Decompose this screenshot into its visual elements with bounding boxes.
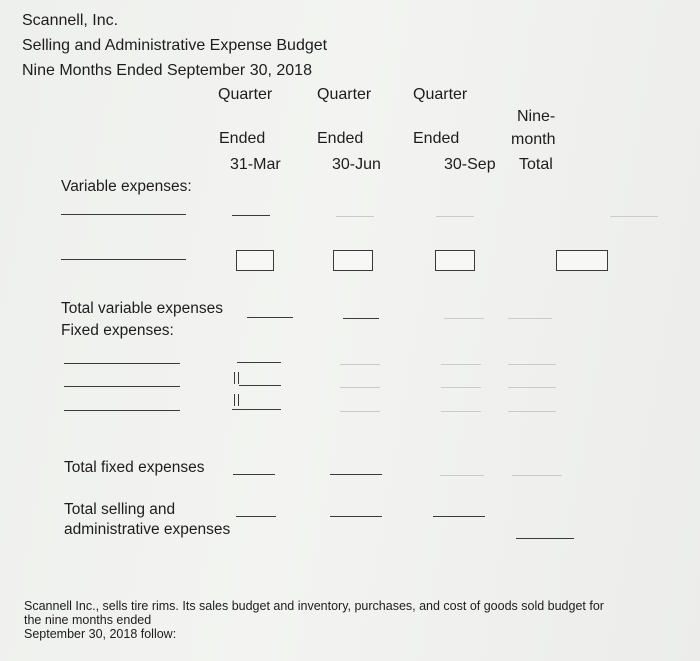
- q2-total-variable-field[interactable]: [343, 318, 379, 319]
- footer-line-3: September 30, 2018 follow:: [24, 627, 177, 641]
- fixed-expenses-label: Fixed expenses:: [61, 322, 174, 339]
- total-sa-label-line2: administrative expenses: [64, 521, 231, 538]
- q1-fixed-amount-field-3[interactable]: [232, 409, 281, 410]
- q1-fixed-tick-3: [234, 394, 235, 406]
- q3-header-line1: Quarter: [413, 86, 468, 103]
- q3-fixed-amount-field-2[interactable]: [441, 387, 481, 388]
- total-variable-amount-input-2[interactable]: [556, 250, 608, 271]
- variable-expense-name-field-2[interactable]: [61, 259, 186, 260]
- fixed-expense-name-field-1[interactable]: [64, 363, 180, 364]
- fixed-expense-name-field-2[interactable]: [64, 386, 180, 387]
- total-sa-label-line1: Total selling and: [64, 501, 176, 518]
- total-header-line3: Total: [519, 156, 553, 173]
- q3-total-fixed-field[interactable]: [440, 475, 484, 476]
- variable-expense-name-field-1[interactable]: [61, 214, 186, 215]
- q2-variable-amount-field-1[interactable]: [336, 216, 374, 217]
- report-title: Selling and Administrative Expense Budget: [22, 37, 328, 54]
- total-fixed-expenses-label: Total fixed expenses: [64, 459, 205, 476]
- q2-total-fixed-field[interactable]: [330, 474, 382, 475]
- total-fixed-amount-field-2[interactable]: [508, 387, 556, 388]
- variable-expenses-label: Variable expenses:: [61, 178, 192, 195]
- q1-header-line1: Quarter: [218, 86, 273, 103]
- q1-fixed-amount-field-2[interactable]: [239, 385, 281, 386]
- q1-header-line3: 31-Mar: [230, 156, 281, 173]
- total-fixed-amount-field-1[interactable]: [508, 364, 556, 365]
- q1-total-fixed-field[interactable]: [233, 474, 275, 475]
- fixed-expense-name-field-3[interactable]: [64, 410, 180, 411]
- q2-fixed-amount-field-2[interactable]: [340, 387, 380, 388]
- q3-variable-amount-input-2[interactable]: [435, 250, 475, 271]
- footer-line-2: the nine months ended: [24, 613, 152, 627]
- q1-fixed-tick-4: [238, 394, 239, 406]
- q1-fixed-tick-1: [234, 372, 235, 384]
- total-variable-amount-field-1[interactable]: [610, 216, 658, 217]
- q3-header-line3: 30-Sep: [444, 156, 496, 173]
- q1-fixed-tick-2: [238, 372, 239, 384]
- q2-total-sa-field[interactable]: [330, 516, 382, 517]
- q1-total-sa-field[interactable]: [236, 516, 276, 517]
- total-total-sa-field[interactable]: [516, 538, 574, 539]
- q3-fixed-amount-field-1[interactable]: [441, 364, 481, 365]
- q3-header-line2: Ended: [413, 130, 460, 147]
- q3-variable-amount-field-1[interactable]: [436, 216, 474, 217]
- q2-header-line3: 30-Jun: [332, 156, 381, 173]
- q1-fixed-amount-field-1[interactable]: [237, 362, 281, 363]
- q1-variable-amount-field-1[interactable]: [232, 215, 270, 216]
- total-total-variable-field[interactable]: [508, 318, 552, 319]
- q2-header-line2: Ended: [317, 130, 364, 147]
- total-header-line2: month: [511, 131, 556, 148]
- footer-note: [24, 599, 694, 641]
- q1-variable-amount-input-2[interactable]: [236, 250, 274, 271]
- q3-fixed-amount-field-3[interactable]: [441, 411, 481, 412]
- q3-total-variable-field[interactable]: [444, 318, 484, 319]
- q2-header-line1: Quarter: [317, 86, 372, 103]
- total-total-fixed-field[interactable]: [512, 475, 562, 476]
- total-variable-expenses-label: Total variable expenses: [61, 300, 223, 317]
- q2-fixed-amount-field-3[interactable]: [340, 411, 380, 412]
- q2-fixed-amount-field-1[interactable]: [340, 364, 380, 365]
- q1-total-variable-field[interactable]: [247, 317, 293, 318]
- footer-line-1: Scannell Inc., sells tire rims. Its sales budget and inventory, purchases, and cost of goods sold budget for: [24, 599, 604, 613]
- q3-total-sa-field[interactable]: [433, 516, 485, 517]
- total-header-line1: Nine-: [517, 108, 556, 125]
- company-name: Scannell, Inc.: [22, 12, 119, 29]
- total-fixed-amount-field-3[interactable]: [508, 411, 556, 412]
- q1-header-line2: Ended: [219, 130, 266, 147]
- report-period: Nine Months Ended September 30, 2018: [22, 62, 312, 79]
- q2-variable-amount-input-2[interactable]: [333, 250, 373, 271]
